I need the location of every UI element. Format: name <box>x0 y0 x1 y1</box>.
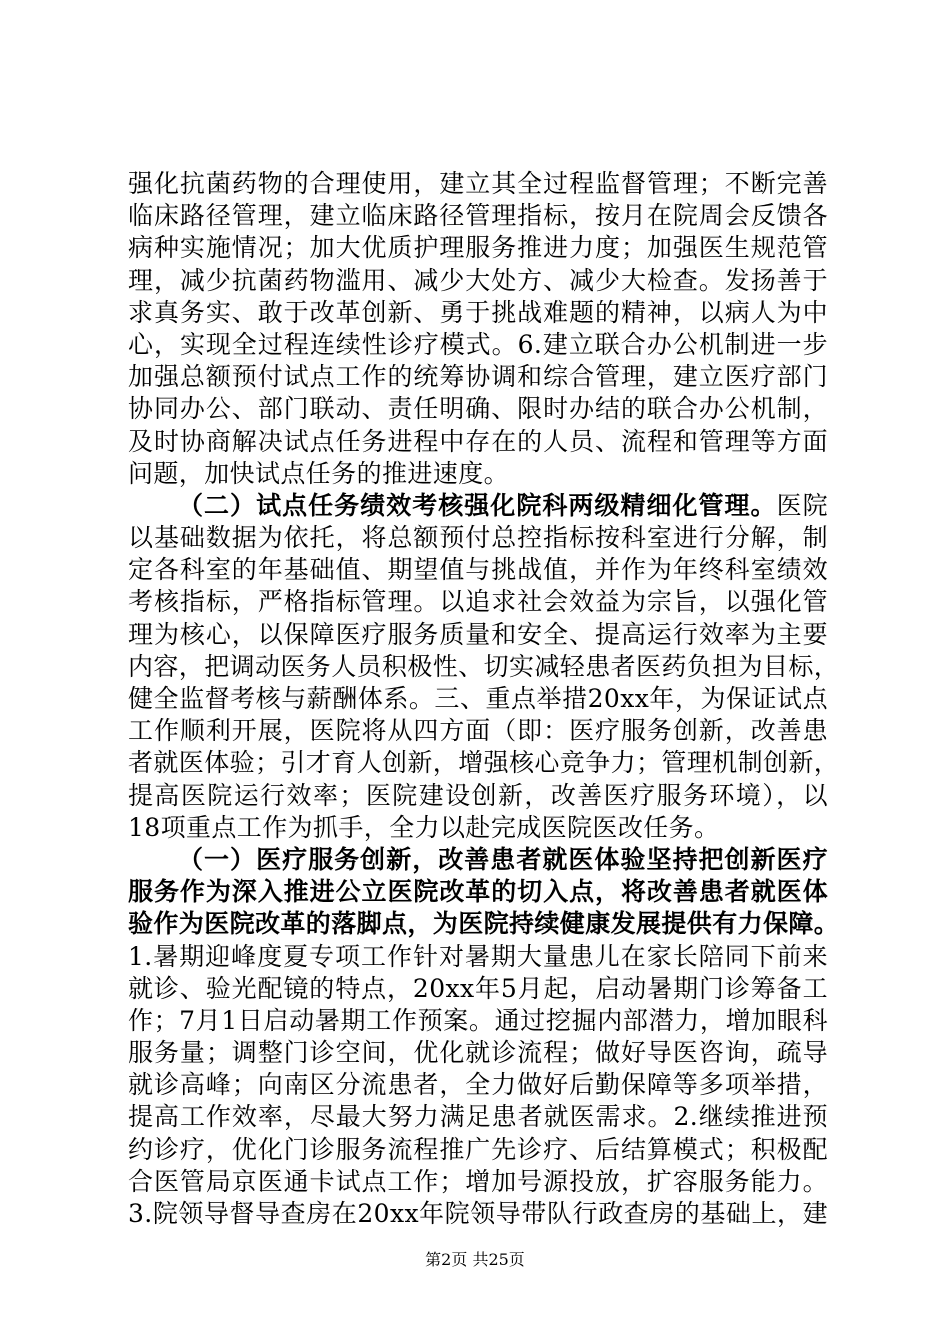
text-line: 提高医院运行效率；医院建设创新，改善医疗服务环境），以 <box>128 780 828 810</box>
document-body <box>128 168 840 1230</box>
page-number-footer: 第2页 共25页 <box>425 1250 525 1269</box>
section-heading: 服务作为深入推进公立医院改革的切入点，将改善患者就医体 <box>128 877 828 907</box>
text-line: 就诊高峰；向南区分流患者，全力做好后勤保障等多项举措， <box>128 1070 828 1100</box>
text-line: 1.暑期迎峰度夏专项工作针对暑期大量患儿在家长陪同下前来 <box>128 941 828 971</box>
text-line: 作；7月1日启动暑期工作预案。通过挖掘内部潜力，增加眼科 <box>128 1005 828 1035</box>
section-heading: 验作为医院改革的落脚点，为医院持续健康发展提供有力保障。 <box>128 909 840 939</box>
text-line: 临床路径管理，建立临床路径管理指标，按月在院周会反馈各 <box>128 201 828 231</box>
text-line: 理，减少抗菌药物滥用、减少大处方、减少大检查。发扬善于 <box>128 265 828 295</box>
text-line: 合医管局京医通卡试点工作；增加号源投放，扩容服务能力。 <box>128 1166 828 1196</box>
text-line: 考核指标，严格指标管理。以追求社会效益为宗旨，以强化管 <box>128 587 828 617</box>
section-heading: （一）医疗服务创新，改善患者就医体验坚持把创新医疗 <box>178 844 828 874</box>
text-line: 约诊疗，优化门诊服务流程推广先诊疗、后结算模式；积极配 <box>128 1134 828 1164</box>
text-line: 定各科室的年基础值、期望值与挑战值，并作为年终科室绩效 <box>128 555 828 585</box>
text-line: 健全监督考核与薪酬体系。三、重点举措20xx年，为保证试点 <box>128 684 828 713</box>
text-line: 及时协商解决试点任务进程中存在的人员、流程和管理等方面 <box>128 426 828 456</box>
text-line: 加强总额预付试点工作的统筹协调和综合管理，建立医疗部门 <box>128 362 828 392</box>
text-line: 就诊、验光配镜的特点，20xx年5月起，启动暑期门诊筹备工 <box>128 973 828 1003</box>
text-line: 问题，加快试点任务的推进速度。 <box>128 458 510 488</box>
heading-tail-text: 医院 <box>776 490 828 520</box>
text-line: 提高工作效率，尽最大努力满足患者就医需求。2.继续推进预 <box>128 1102 828 1132</box>
text-line: 服务量；调整门诊空间，优化就诊流程；做好导医咨询，疏导 <box>128 1038 828 1068</box>
text-line: 求真务实、敢于改革创新、勇于挑战难题的精神，以病人为中 <box>128 297 828 327</box>
text-line: 者就医体验；引才育人创新，增强核心竞争力；管理机制创新， <box>128 748 840 778</box>
section-heading: （二）试点任务绩效考核强化院科两级精细化管理。 <box>178 490 777 520</box>
text-line: 心，实现全过程连续性诊疗模式。6.建立联合办公机制进一步 <box>128 329 828 359</box>
text-line: 理为核心，以保障医疗服务质量和安全、提高运行效率为主要 <box>128 619 828 649</box>
text-line: 3.院领导督导查房在20xx年院领导带队行政查房的基础上，建 <box>128 1199 828 1228</box>
text-line: 内容，把调动医务人员积极性、切实减轻患者医药负担为目标， <box>128 651 840 681</box>
text-line: 强化抗菌药物的合理使用，建立其全过程监督管理；不断完善 <box>128 169 828 198</box>
text-line: 协同办公、部门联动、责任明确、限时办结的联合办公机制， <box>128 394 828 424</box>
text-line: 以基础数据为依托，将总额预付总控指标按科室进行分解，制 <box>128 523 828 553</box>
text-line: 18项重点工作为抓手，全力以赴完成医院医改任务。 <box>128 812 720 842</box>
section-heading-line <box>128 490 828 522</box>
text-line: 工作顺利开展，医院将从四方面（即：医疗服务创新，改善患 <box>128 716 828 746</box>
text-line: 病种实施情况；加大优质护理服务推进力度；加强医生规范管 <box>128 233 828 263</box>
